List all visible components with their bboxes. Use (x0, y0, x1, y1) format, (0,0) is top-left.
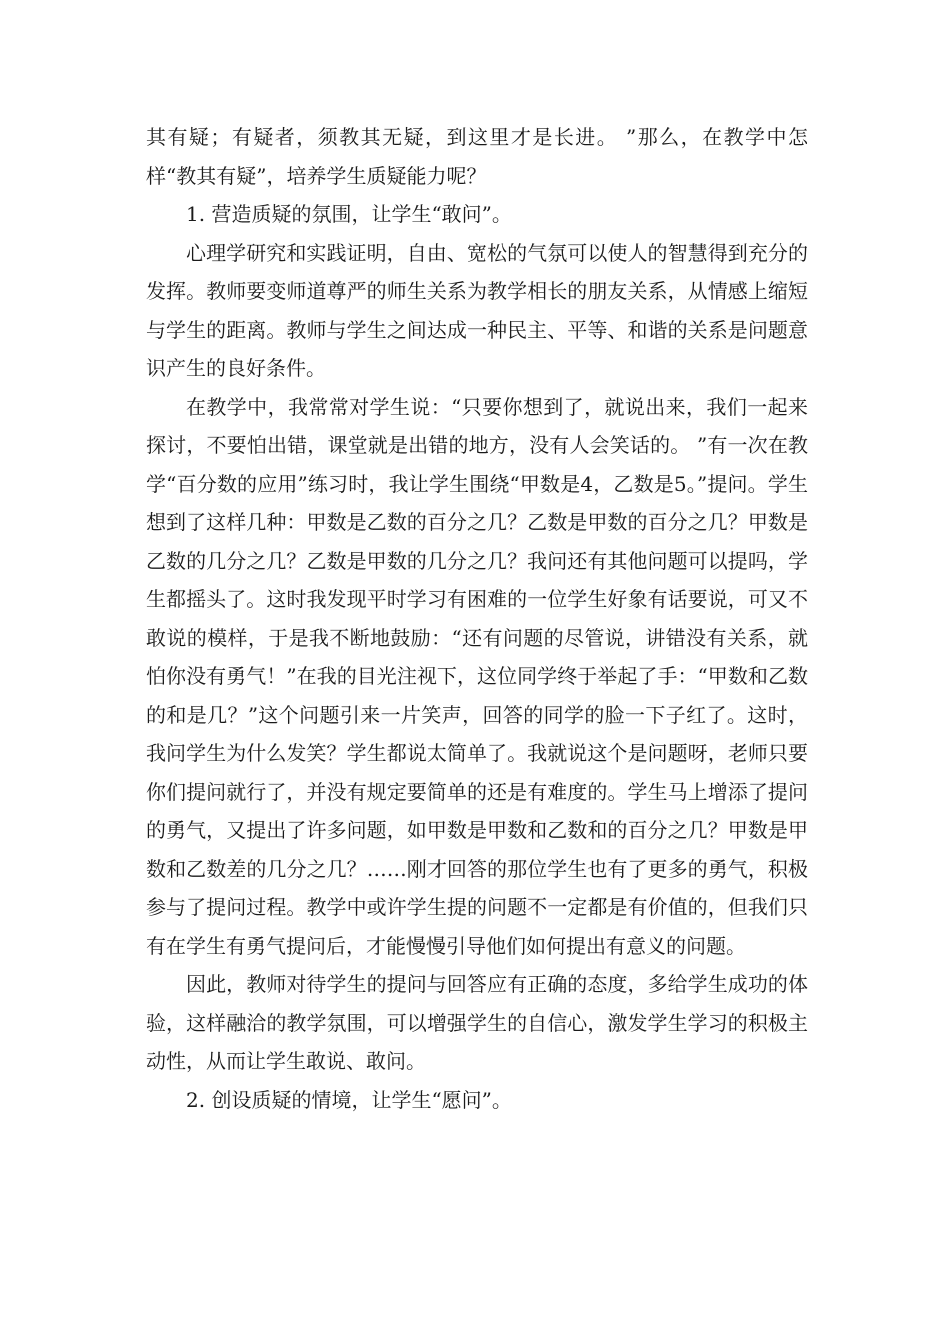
section-heading-2: 2. 创设质疑的情境，让学生“愿问”。 (186, 1087, 512, 1112)
paragraph-teaching-example: 在教学中，我常常对学生说：“只要你想到了，就说出来，我们一起来探讨，不要怕出错，课堂就是出错的地方，没有人会笑话的。 ”有一次在教学“百分数的应用”练习时，我让学生围绕“甲数是4，乙数是5。”提问。学生想到了这样几种：甲数是乙数的百分之几？乙数是甲数的百分之几？甲数是乙数的几分之几？乙数是甲数的几分之几？我问还有其他问题可以提吗，学生都摇头了。这时我发现平时学习有困难的一位学生好象有话要说，可又不敢说的模样，于是我不断地鼓励：“还有问题的尽管说，讲错没有关系，就怕你没有勇气！”在我的目光注视下，这位同学终于举起了手：“甲数和乙数的和是几？”这个问题引来一片笑声，回答的同学的脸一下子红了。这时，我问学生为什么发笑？学生都说太简单了。我就说这个是问题呀，老师只要你们提问就行了，并没有规定要简单的还是有难度的。学生马上增添了提问的勇气，又提出了许多问题，如甲数是甲数和乙数和的百分之几？甲数是甲数和乙数差的几分之几？……刚才回答的那位学生也有了更多的勇气，积极参与了提问过程。教学中或许学生提的问题不一定都是有价值的，但我们只有在学生有勇气提问后，才能慢慢引导他们如何提出有意义的问题。 (146, 394, 808, 958)
document-page (146, 118, 808, 1119)
paragraph-psychology: 心理学研究和实践证明，自由、宽松的气氛可以使人的智慧得到充分的发挥。教师要变师道尊严的师生关系为教学相长的朋友关系，从情感上缩短与学生的距离。教师与学生之间达成一种民主、平等、和谐的关系是问题意识产生的良好条件。 (146, 240, 808, 380)
paragraph-continuation: 其有疑；有疑者，须教其无疑，到这里才是长进。 ”那么，在教学中怎样“教其有疑”，培养学生质疑能力呢？ (146, 125, 808, 188)
paragraph-conclusion: 因此，教师对待学生的提问与回答应有正确的态度，多给学生成功的体验，这样融洽的教学氛围，可以增强学生的自信心，激发学生学习的积极主动性，从而让学生敢说、敢问。 (146, 972, 808, 1073)
section-heading-1: 1. 营造质疑的氛围，让学生“敢问”。 (186, 202, 512, 226)
